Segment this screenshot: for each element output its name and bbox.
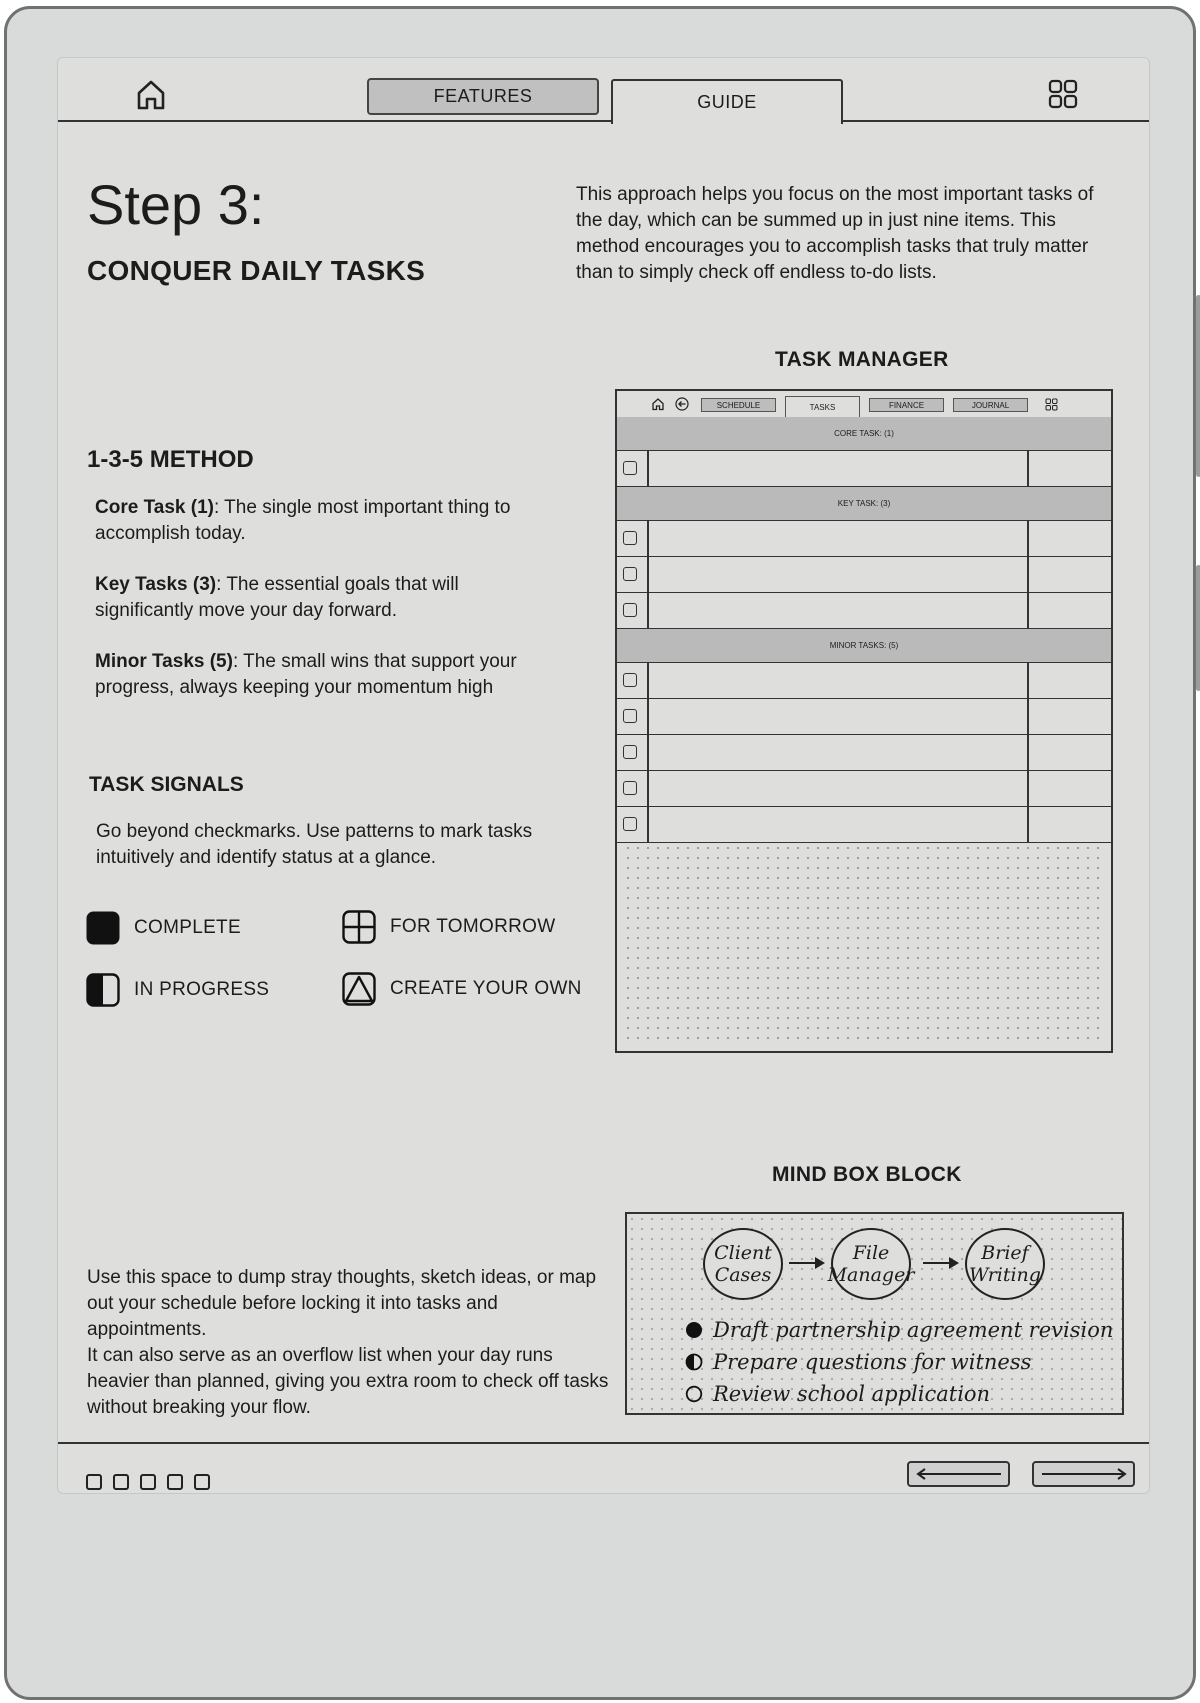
side-button-bottom[interactable] xyxy=(1196,565,1200,691)
bubble-brief-writing: Brief Writing xyxy=(965,1228,1045,1300)
filled-circle-icon xyxy=(685,1321,703,1339)
tm-task-row xyxy=(617,557,1111,593)
page-dot[interactable] xyxy=(86,1474,102,1490)
checkbox xyxy=(623,603,637,617)
page-dot[interactable] xyxy=(194,1474,210,1490)
tm-core-section: CORE TASK: (1) xyxy=(617,417,1111,451)
checkbox xyxy=(623,673,637,687)
bullet-text: Prepare questions for witness xyxy=(713,1350,1032,1374)
step-title: Step 3: xyxy=(87,173,265,236)
half-filled-square-icon xyxy=(86,973,120,1007)
signal-complete xyxy=(86,911,241,945)
arrow-icon xyxy=(923,1262,957,1264)
checkbox xyxy=(623,745,637,759)
method-term: Core Task (1) xyxy=(95,497,214,518)
tm-task-row xyxy=(617,735,1111,771)
checkbox xyxy=(623,567,637,581)
apps-grid-icon xyxy=(1045,398,1058,411)
tm-task-row xyxy=(617,771,1111,807)
method-text: : The small wins that support your progress, always keeping your momentum high xyxy=(95,651,517,698)
home-icon xyxy=(651,397,665,411)
signal-label: FOR TOMORROW xyxy=(390,916,556,937)
method-title: 1-3-5 METHOD xyxy=(87,446,254,473)
checkbox xyxy=(623,531,637,545)
previous-page-button[interactable] xyxy=(907,1461,1010,1487)
tm-task-row xyxy=(617,593,1111,629)
signals-text: Go beyond checkmarks. Use patterns to mark tasks intuitively and identify status at a glance. xyxy=(96,821,533,868)
signal-in-progress xyxy=(86,973,269,1007)
page-dot[interactable] xyxy=(113,1474,129,1490)
tab-features[interactable]: FEATURES xyxy=(367,78,599,115)
method-key-tasks xyxy=(95,572,535,624)
checkbox xyxy=(623,461,637,475)
tm-task-row xyxy=(617,451,1111,487)
left-arrow-icon xyxy=(915,1468,1003,1480)
tm-tab-journal: JOURNAL xyxy=(953,398,1028,412)
home-icon[interactable] xyxy=(134,78,168,112)
tm-tab-schedule: SCHEDULE xyxy=(701,398,776,412)
mind-box-canvas[interactable] xyxy=(625,1212,1124,1415)
tm-tab-tasks: TASKS xyxy=(785,396,860,417)
mind-box-description-2: It can also serve as an overflow list when your day runs heavier than planned, giving you extra room to check off tasks without breaking your flow. xyxy=(87,1345,609,1418)
method-core-task xyxy=(95,495,535,547)
filled-square-icon xyxy=(86,911,120,945)
mind-box-description xyxy=(87,1265,617,1421)
mind-box-description-1: Use this space to dump stray thoughts, sketch ideas, or map out your schedule before locking it into tasks and appointments. xyxy=(87,1267,597,1340)
tm-minor-section: MINOR TASKS: (5) xyxy=(617,629,1111,663)
page-dot[interactable] xyxy=(167,1474,183,1490)
tm-tab-finance: FINANCE xyxy=(869,398,944,412)
mind-bullet-in-progress xyxy=(685,1350,1031,1374)
tablet-device xyxy=(4,6,1196,1700)
tm-task-row xyxy=(617,699,1111,735)
checkbox xyxy=(623,781,637,795)
intro-paragraph: This approach helps you focus on the most important tasks of the day, which can be summed up in just nine items. This method encourages you to accomplish tasks that truly matter than to simply check off endless to-do lists. xyxy=(576,184,1094,283)
task-manager-preview xyxy=(615,389,1113,1053)
tm-dot-grid xyxy=(623,843,1105,1045)
screen xyxy=(57,57,1150,1494)
signal-label: COMPLETE xyxy=(134,917,241,938)
mind-bullet-complete xyxy=(685,1318,1113,1342)
signals-title: TASK SIGNALS xyxy=(89,773,244,796)
signal-label: IN PROGRESS xyxy=(134,979,270,1000)
tm-top-bar xyxy=(617,391,1111,418)
checkbox xyxy=(623,709,637,723)
tm-task-row xyxy=(617,663,1111,699)
tab-guide[interactable]: GUIDE xyxy=(611,79,843,124)
tm-key-section: KEY TASK: (3) xyxy=(617,487,1111,521)
right-arrow-icon xyxy=(1040,1468,1128,1480)
task-manager-title: TASK MANAGER xyxy=(775,348,949,371)
method-term: Minor Tasks (5) xyxy=(95,651,233,672)
method-minor-tasks xyxy=(95,649,535,701)
mind-bullet-open xyxy=(685,1382,990,1406)
mind-box-title: MIND BOX BLOCK xyxy=(772,1163,962,1186)
triangle-square-icon xyxy=(342,972,376,1006)
signal-for-tomorrow xyxy=(342,910,555,944)
half-circle-icon xyxy=(685,1353,703,1371)
method-text: : The single most important thing to accomplish today. xyxy=(95,497,511,544)
checkbox xyxy=(623,817,637,831)
tm-task-row xyxy=(617,521,1111,557)
bottom-divider xyxy=(58,1442,1150,1444)
back-arrow-icon xyxy=(675,397,689,411)
top-bar xyxy=(58,58,1150,122)
bullet-text: Draft partnership agreement revision xyxy=(713,1318,1114,1342)
method-term: Key Tasks (3) xyxy=(95,574,217,595)
apps-grid-icon[interactable] xyxy=(1048,79,1078,109)
method-text: : The essential goals that will significantly move your day forward. xyxy=(95,574,459,621)
tm-task-row xyxy=(617,807,1111,843)
bubble-file-manager: File Manager xyxy=(831,1228,911,1300)
page-dot[interactable] xyxy=(140,1474,156,1490)
arrow-icon xyxy=(789,1262,823,1264)
signal-label: CREATE YOUR OWN xyxy=(390,978,582,999)
next-page-button[interactable] xyxy=(1032,1461,1135,1487)
bullet-text: Review school application xyxy=(713,1382,991,1406)
crossed-square-icon xyxy=(342,910,376,944)
open-circle-icon xyxy=(685,1385,703,1403)
step-subtitle: CONQUER DAILY TASKS xyxy=(87,255,426,286)
signal-create-your-own xyxy=(342,972,582,1006)
side-button-top[interactable] xyxy=(1196,295,1200,477)
bubble-client-cases: Client Cases xyxy=(703,1228,783,1300)
page-indicator xyxy=(86,1474,221,1490)
